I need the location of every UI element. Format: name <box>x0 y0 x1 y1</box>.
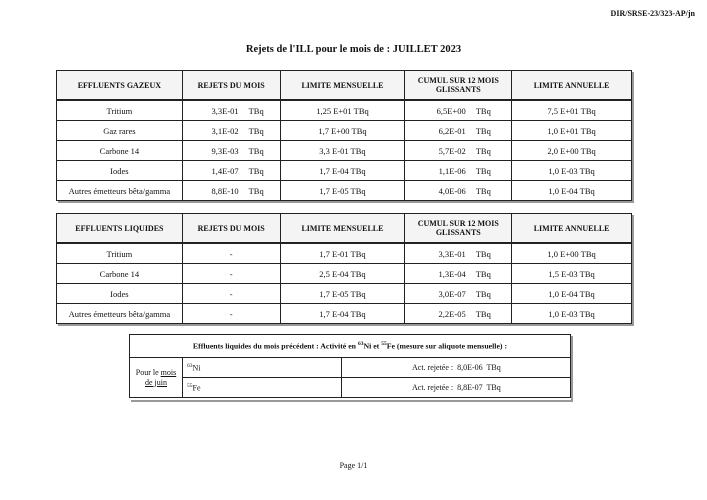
liquid-table-row <box>57 243 632 264</box>
liquid-header-limite-annuelle: LIMITE ANNUELLE <box>512 214 632 244</box>
liquid-row-limite-annuelle: 1,0 E+00 TBq <box>512 243 632 264</box>
liquid-table-header <box>57 214 632 244</box>
prev-month-period: Pour le mois de juin <box>130 358 183 398</box>
gas-header-limite-mensuelle: LIMITE MENSUELLE <box>280 71 405 101</box>
liquid-row-cumul-unit: TBq <box>475 248 491 259</box>
liquid-row-rejet: - <box>182 243 280 264</box>
gas-row-limite-annuelle: 1,0 E+01 TBq <box>512 121 632 141</box>
liquid-row-limite-mensuelle: 2,5 E-04 TBq <box>280 264 405 284</box>
liquid-row-cumul <box>405 243 512 264</box>
gas-row-limite-annuelle: 1,0 E-04 TBq <box>512 181 632 201</box>
liquid-row-name: Autres émetteurs bêta/gamma <box>57 304 183 324</box>
liquid-row-limite-annuelle: 1,0 E-04 TBq <box>512 284 632 304</box>
prev-month-table <box>129 334 571 398</box>
gas-table-row <box>57 181 632 201</box>
gas-row-rejet <box>182 161 280 181</box>
gas-row-limite-annuelle: 2,0 E+00 TBq <box>512 141 632 161</box>
gas-row-cumul-unit: TBq <box>475 145 491 156</box>
liquid-row-cumul <box>405 284 512 304</box>
liquid-header-rejets: REJETS DU MOIS <box>182 214 280 244</box>
gas-header-limite-annuelle: LIMITE ANNUELLE <box>512 71 632 101</box>
liquid-row-name: Carbone 14 <box>57 264 183 284</box>
gas-row-cumul-value: 4,0E-06 <box>438 185 466 196</box>
liquid-effluents-table <box>56 213 632 324</box>
liquid-row-cumul-value: 1,3E-04 <box>438 268 466 279</box>
gas-row-rejet-value: 1,4E-07 <box>211 165 239 176</box>
liquid-row-limite-mensuelle: 1,7 E-04 TBq <box>280 304 405 324</box>
liquid-row-limite-annuelle: 1,5 E-03 TBq <box>512 264 632 284</box>
gas-table-row <box>57 100 632 121</box>
gas-row-limite-annuelle: 1,0 E-03 TBq <box>512 161 632 181</box>
liquid-row-cumul <box>405 304 512 324</box>
gas-row-cumul-unit: TBq <box>475 185 491 196</box>
gas-header-rejets: REJETS DU MOIS <box>182 71 280 101</box>
liquid-row-cumul-value: 3,3E-01 <box>438 248 466 259</box>
gas-row-rejet-unit: TBq <box>248 185 264 196</box>
document-title: Rejets de l'ILL pour le mois de : JUILLET 2023 <box>245 44 462 55</box>
gas-row-rejet-unit: TBq <box>248 105 264 116</box>
gas-row-limite-annuelle: 7,5 E+01 TBq <box>512 100 632 121</box>
gas-row-rejet-unit: TBq <box>248 145 264 156</box>
gas-row-limite-mensuelle: 1,7 E-04 TBq <box>280 161 405 181</box>
liquid-header-limite-mensuelle: LIMITE MENSUELLE <box>280 214 405 244</box>
liquid-row-cumul-unit: TBq <box>475 308 491 319</box>
gas-row-rejet-unit: TBq <box>248 125 264 136</box>
liquid-header-cumul: CUMUL SUR 12 MOIS GLISSANTS <box>405 214 512 244</box>
gas-row-name: Tritium <box>57 100 183 121</box>
liquid-header-name: EFFLUENTS LIQUIDES <box>57 214 183 244</box>
ni-element: $^{63}$Ni <box>183 358 342 378</box>
gas-row-rejet-value: 3,3E-01 <box>211 105 239 116</box>
gas-row-name: Gaz rares <box>57 121 183 141</box>
gas-row-rejet <box>182 181 280 201</box>
gas-row-rejet <box>182 100 280 121</box>
liquid-row-cumul-unit: TBq <box>475 288 491 299</box>
gas-row-cumul <box>405 181 512 201</box>
gas-table-header <box>57 71 632 101</box>
gas-header-cumul: CUMUL SUR 12 MOIS GLISSANTS <box>405 71 512 101</box>
gas-effluents-table <box>56 70 632 201</box>
gas-row-limite-mensuelle: 1,25 E+01 TBq <box>280 100 405 121</box>
liquid-table-row <box>57 284 632 304</box>
gas-table-row <box>57 161 632 181</box>
liquid-row-cumul <box>405 264 512 284</box>
liquid-table-body <box>57 243 632 324</box>
liquid-row-rejet: - <box>182 284 280 304</box>
gas-row-cumul <box>405 100 512 121</box>
gas-table-row <box>57 121 632 141</box>
gas-row-limite-mensuelle: 3,3 E-01 TBq <box>280 141 405 161</box>
gas-row-cumul-unit: TBq <box>475 105 491 116</box>
gas-row-rejet-unit: TBq <box>248 165 264 176</box>
gas-table-row <box>57 141 632 161</box>
liquid-row-cumul-unit: TBq <box>475 268 491 279</box>
gas-row-rejet <box>182 141 280 161</box>
gas-row-limite-mensuelle: 1,7 E+00 TBq <box>280 121 405 141</box>
gas-row-cumul-value: 6,5E+00 <box>436 105 466 116</box>
liquid-row-cumul-value: 3,0E-07 <box>438 288 466 299</box>
liquid-row-limite-annuelle: 1,0 E-03 TBq <box>512 304 632 324</box>
gas-row-limite-mensuelle: 1,7 E-05 TBq <box>280 181 405 201</box>
gas-table-body <box>57 100 632 201</box>
gas-row-rejet-value: 9,3E-03 <box>211 145 239 156</box>
liquid-table-row <box>57 304 632 324</box>
gas-row-rejet <box>182 121 280 141</box>
liquid-row-limite-mensuelle: 1,7 E-05 TBq <box>280 284 405 304</box>
gas-header-name: EFFLUENTS GAZEUX <box>57 71 183 101</box>
gas-row-cumul <box>405 121 512 141</box>
gas-row-rejet-value: 3,1E-02 <box>211 125 239 136</box>
ni-value: Act. rejetée : 8,0E-06 TBq <box>342 358 571 378</box>
gas-row-name: Autres émetteurs bêta/gamma <box>57 181 183 201</box>
gas-row-name: Carbone 14 <box>57 141 183 161</box>
gas-row-cumul <box>405 161 512 181</box>
liquid-row-name: Tritium <box>57 243 183 264</box>
liquid-row-limite-mensuelle: 1,7 E-01 TBq <box>280 243 405 264</box>
gas-row-cumul-value: 6,2E-01 <box>438 125 466 136</box>
gas-row-cumul-unit: TBq <box>475 125 491 136</box>
fe-value: Act. rejetée : 8,8E-07 TBq <box>342 378 571 398</box>
document-reference: DIR/SRSE-23/323-AP/jn <box>610 9 695 18</box>
liquid-table-row <box>57 264 632 284</box>
gas-row-name: Iodes <box>57 161 183 181</box>
gas-row-cumul-value: 1,1E-06 <box>438 165 466 176</box>
page-number: Page 1/1 <box>339 461 368 470</box>
gas-row-cumul-unit: TBq <box>475 165 491 176</box>
liquid-row-cumul-value: 2,2E-05 <box>438 308 466 319</box>
gas-row-cumul <box>405 141 512 161</box>
gas-row-rejet-value: 8,8E-10 <box>211 185 239 196</box>
fe-element: $^{55}$Fe <box>183 378 342 398</box>
prev-month-heading: Effluents liquides du mois précédent : Activité en $^{63}$Ni et $^{55}$Fe (mesure sur aliquote mensuelle) : <box>130 335 571 358</box>
liquid-row-rejet: - <box>182 264 280 284</box>
gas-row-cumul-value: 5,7E-02 <box>438 145 466 156</box>
liquid-row-rejet: - <box>182 304 280 324</box>
liquid-row-name: Iodes <box>57 284 183 304</box>
